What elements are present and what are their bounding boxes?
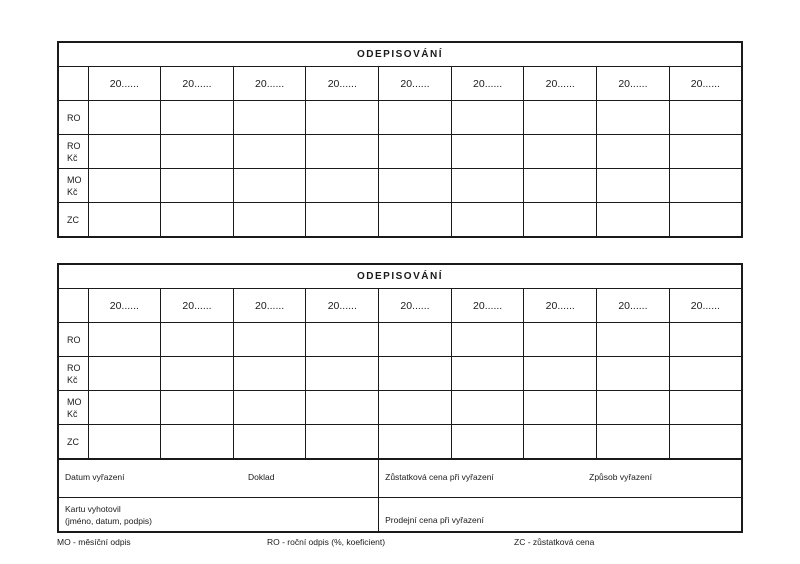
year-cell[interactable]: 20...... xyxy=(669,67,742,101)
value-cell[interactable] xyxy=(451,169,524,203)
row-label-line2: Kč xyxy=(67,408,78,419)
depreciation-table-1 xyxy=(57,41,743,238)
value-cell[interactable] xyxy=(379,101,452,135)
disposal-info-cell[interactable] xyxy=(58,459,379,498)
value-cell[interactable] xyxy=(669,323,742,357)
value-cell[interactable] xyxy=(161,391,234,425)
value-cell[interactable] xyxy=(233,169,306,203)
value-cell[interactable] xyxy=(451,135,524,169)
row-ro-kc xyxy=(58,135,742,169)
card-prepared-by-cell[interactable] xyxy=(58,498,379,533)
value-cell[interactable] xyxy=(524,203,597,238)
value-cell[interactable] xyxy=(233,323,306,357)
value-cell[interactable] xyxy=(451,425,524,460)
value-cell[interactable] xyxy=(88,101,161,135)
year-cell[interactable]: 20...... xyxy=(233,289,306,323)
row-label-zc: ZC xyxy=(58,203,88,238)
value-cell[interactable] xyxy=(161,101,234,135)
value-cell[interactable] xyxy=(669,135,742,169)
value-cell[interactable] xyxy=(597,203,670,238)
value-cell[interactable] xyxy=(306,169,379,203)
year-cell[interactable]: 20...... xyxy=(597,67,670,101)
table-title: ODEPISOVÁNÍ xyxy=(58,42,742,67)
row-label-zc: ZC xyxy=(58,425,88,460)
row-label-line2: Kč xyxy=(67,374,78,385)
row-label-ro: RO xyxy=(58,101,88,135)
disposal-method-label: Způsob vyřazení xyxy=(589,472,652,482)
year-cell[interactable]: 20...... xyxy=(379,67,452,101)
value-cell[interactable] xyxy=(88,391,161,425)
value-cell[interactable] xyxy=(597,101,670,135)
value-cell[interactable] xyxy=(451,391,524,425)
residual-value-cell[interactable] xyxy=(379,459,742,498)
year-cell[interactable]: 20...... xyxy=(88,289,161,323)
table-title: ODEPISOVÁNÍ xyxy=(58,264,742,289)
row-label-line1: MO xyxy=(67,174,82,185)
value-cell[interactable] xyxy=(524,169,597,203)
value-cell[interactable] xyxy=(524,135,597,169)
year-cell[interactable]: 20...... xyxy=(88,67,161,101)
value-cell[interactable] xyxy=(306,203,379,238)
value-cell[interactable] xyxy=(88,425,161,460)
row-mo-kc xyxy=(58,391,742,425)
value-cell[interactable] xyxy=(379,135,452,169)
value-cell[interactable] xyxy=(161,425,234,460)
value-cell[interactable] xyxy=(379,357,452,391)
legend-zc: ZC - zůstatková cena xyxy=(514,537,595,547)
value-cell[interactable] xyxy=(669,357,742,391)
value-cell[interactable] xyxy=(379,169,452,203)
value-cell[interactable] xyxy=(233,391,306,425)
footer-row-1 xyxy=(58,459,742,498)
value-cell[interactable] xyxy=(524,425,597,460)
year-cell[interactable]: 20...... xyxy=(597,289,670,323)
row-label-line1: MO xyxy=(67,396,82,407)
row-label-ro-kc xyxy=(58,357,88,391)
value-cell[interactable] xyxy=(161,323,234,357)
value-cell[interactable] xyxy=(233,357,306,391)
corner-cell xyxy=(58,289,88,323)
value-cell[interactable] xyxy=(161,169,234,203)
value-cell[interactable] xyxy=(233,135,306,169)
row-ro xyxy=(58,101,742,135)
value-cell[interactable] xyxy=(233,101,306,135)
residual-value-label: Zůstatková cena při vyřazení xyxy=(385,472,494,482)
depreciation-table-2 xyxy=(57,263,743,533)
value-cell[interactable] xyxy=(597,135,670,169)
value-cell[interactable] xyxy=(306,135,379,169)
value-cell[interactable] xyxy=(597,169,670,203)
value-cell[interactable] xyxy=(161,357,234,391)
card-prepared-by-line1: Kartu vyhotovil xyxy=(65,504,121,514)
value-cell[interactable] xyxy=(233,203,306,238)
year-header-row xyxy=(58,289,742,323)
year-cell[interactable]: 20...... xyxy=(451,289,524,323)
value-cell[interactable] xyxy=(597,425,670,460)
value-cell[interactable] xyxy=(669,101,742,135)
value-cell[interactable] xyxy=(379,203,452,238)
value-cell[interactable] xyxy=(451,101,524,135)
row-label-line2: Kč xyxy=(67,152,78,163)
year-cell[interactable]: 20...... xyxy=(451,67,524,101)
value-cell[interactable] xyxy=(306,101,379,135)
row-label-line2: Kč xyxy=(67,186,78,197)
value-cell[interactable] xyxy=(524,323,597,357)
sale-price-label: Prodejní cena při vyřazení xyxy=(385,515,484,525)
value-cell[interactable] xyxy=(524,391,597,425)
row-label-line1: RO xyxy=(67,362,81,373)
corner-cell xyxy=(58,67,88,101)
value-cell[interactable] xyxy=(524,357,597,391)
value-cell[interactable] xyxy=(306,425,379,460)
value-cell[interactable] xyxy=(161,203,234,238)
year-cell[interactable]: 20...... xyxy=(524,67,597,101)
card-prepared-by-label xyxy=(65,503,152,527)
year-cell[interactable]: 20...... xyxy=(306,289,379,323)
row-label-ro-kc xyxy=(58,135,88,169)
value-cell[interactable] xyxy=(161,135,234,169)
value-cell[interactable] xyxy=(669,425,742,460)
year-cell[interactable]: 20...... xyxy=(161,67,234,101)
value-cell[interactable] xyxy=(233,425,306,460)
row-label-mo-kc xyxy=(58,169,88,203)
value-cell[interactable] xyxy=(669,391,742,425)
year-cell[interactable]: 20...... xyxy=(524,289,597,323)
value-cell[interactable] xyxy=(597,357,670,391)
year-cell[interactable]: 20...... xyxy=(669,289,742,323)
row-mo-kc xyxy=(58,169,742,203)
disposal-date-label: Datum vyřazení xyxy=(65,472,125,482)
year-header-row xyxy=(58,67,742,101)
card-prepared-by-line2: (jméno, datum, podpis) xyxy=(65,516,152,526)
value-cell[interactable] xyxy=(597,391,670,425)
year-cell[interactable]: 20...... xyxy=(233,67,306,101)
value-cell[interactable] xyxy=(379,391,452,425)
value-cell[interactable] xyxy=(669,203,742,238)
value-cell[interactable] xyxy=(524,101,597,135)
row-zc xyxy=(58,425,742,460)
value-cell[interactable] xyxy=(88,203,161,238)
sale-price-cell[interactable] xyxy=(379,498,742,533)
value-cell[interactable] xyxy=(451,357,524,391)
value-cell[interactable] xyxy=(306,391,379,425)
row-label-ro: RO xyxy=(58,323,88,357)
row-label-mo-kc xyxy=(58,391,88,425)
value-cell[interactable] xyxy=(306,323,379,357)
year-cell[interactable]: 20...... xyxy=(379,289,452,323)
value-cell[interactable] xyxy=(451,323,524,357)
legend-ro: RO - roční odpis (%, koeficient) xyxy=(267,537,386,547)
value-cell[interactable] xyxy=(451,203,524,238)
year-cell[interactable]: 20...... xyxy=(306,67,379,101)
value-cell[interactable] xyxy=(88,357,161,391)
footer-row-2 xyxy=(58,498,742,533)
document-label: Doklad xyxy=(248,472,275,482)
value-cell[interactable] xyxy=(379,425,452,460)
value-cell[interactable] xyxy=(88,323,161,357)
value-cell[interactable] xyxy=(669,169,742,203)
row-ro xyxy=(58,323,742,357)
value-cell[interactable] xyxy=(306,357,379,391)
row-label-line1: RO xyxy=(67,140,81,151)
year-cell[interactable]: 20...... xyxy=(161,289,234,323)
row-ro-kc xyxy=(58,357,742,391)
row-zc xyxy=(58,203,742,238)
value-cell[interactable] xyxy=(379,323,452,357)
value-cell[interactable] xyxy=(88,135,161,169)
value-cell[interactable] xyxy=(88,169,161,203)
value-cell[interactable] xyxy=(597,323,670,357)
legend-mo: MO - měsíční odpis xyxy=(57,537,131,547)
